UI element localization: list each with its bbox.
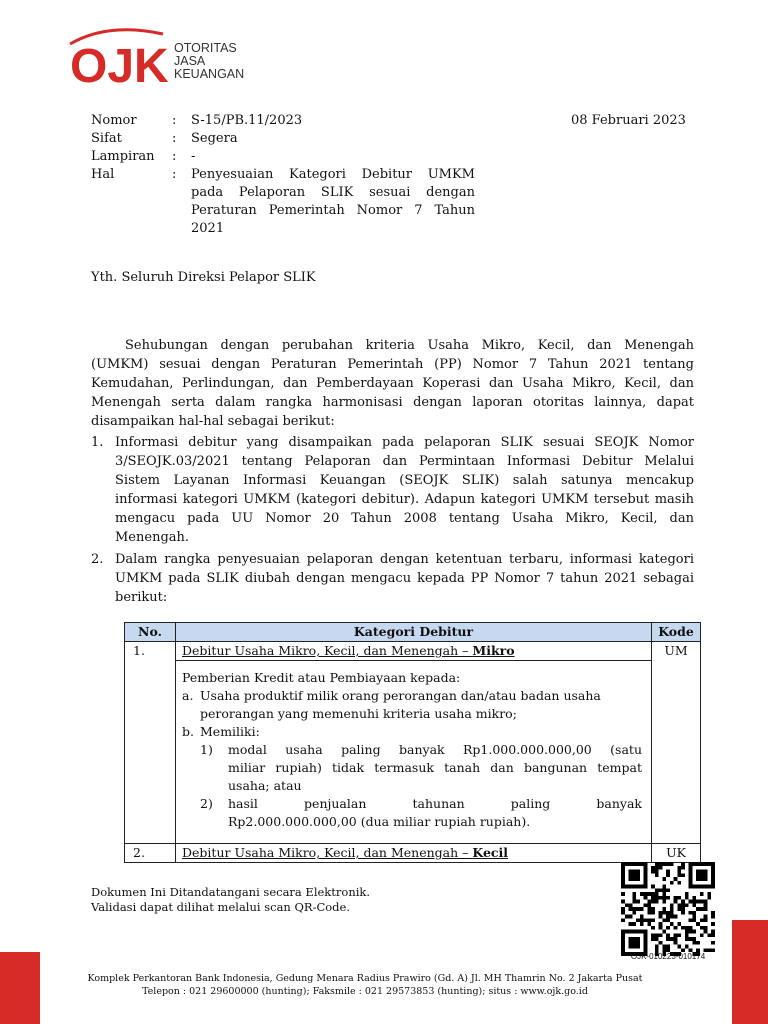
row-title-text — [182, 643, 515, 658]
letter-date: 08 Februari 2023 — [571, 113, 686, 128]
point-number: 1. — [91, 435, 104, 450]
detail-b-text: Memiliki: — [200, 724, 260, 739]
qr-code[interactable] — [621, 862, 715, 956]
table-row — [125, 642, 701, 661]
sifat-label: Sifat — [91, 131, 122, 146]
row-title-prefix: Debitur Usaha Mikro, Kecil, dan Menengah – — [182, 845, 473, 860]
signature-note-line: Dokumen Ini Ditandatangani secara Elektronik. — [91, 885, 371, 899]
intro-line: Sehubungan dengan perubahan kriteria Usaha Mikro, Kecil, dan Menengah — [125, 338, 694, 353]
table-header-row — [125, 623, 701, 642]
logo-mark-text: OJK — [70, 40, 169, 90]
hal-label: Hal — [91, 167, 115, 182]
detail-a-line: Usaha produktif milik orang perorangan dan/atau badan usaha — [200, 688, 601, 703]
signature-note-line: Validasi dapat dilihat melalui scan QR-Code. — [91, 900, 351, 914]
ojk-logo — [68, 20, 268, 90]
detail-b2-line: Rp2.000.000.000,00 (dua miliar rupiah rupiah). — [228, 814, 531, 829]
footer-contact: Telepon : 021 29600000 (hunting); Faksmile : 021 29573853 (hunting); situs : www.ojk.go.id — [142, 986, 588, 997]
detail-b1-label: 1) — [200, 742, 213, 757]
hal-line: Peraturan Pemerintah Nomor 7 Tahun — [191, 203, 475, 218]
nomor-label: Nomor — [91, 113, 137, 128]
detail-b1-line: usaha; atau — [228, 778, 302, 793]
row-title — [176, 642, 652, 661]
hal-line: pada Pelaporan SLIK sesuai dengan — [191, 185, 475, 200]
point-line: Menengah. — [115, 530, 190, 545]
kategori-debitur-table — [124, 622, 701, 863]
row-detail — [176, 661, 652, 844]
row-kode: UK — [652, 844, 701, 863]
point-number: 2. — [91, 552, 104, 567]
detail-b-label: b. — [182, 724, 194, 739]
row-title-prefix: Debitur Usaha Mikro, Kecil, dan Menengah – — [182, 643, 473, 658]
col-header-kode: Kode — [652, 623, 701, 642]
sifat-separator: : — [172, 131, 177, 146]
detail-b2-line: hasil penjualan tahunan paling banyak — [228, 796, 642, 811]
logo-name-line1: OTORITAS — [174, 41, 237, 55]
decorative-red-bar-right — [732, 920, 768, 1024]
point-line: Informasi debitur yang disampaikan pada pelaporan SLIK sesuai SEOJK Nomor — [115, 435, 694, 450]
logo-name-line3: KEUANGAN — [174, 67, 245, 81]
point-line: UMKM pada SLIK diubah dengan mengacu kepada PP Nomor 7 tahun 2021 sebagai — [115, 571, 694, 586]
sifat-value: Segera — [191, 131, 238, 146]
row-no: 1. — [125, 642, 176, 844]
qr-code-id: OJK-010223-010174 — [630, 952, 706, 961]
hal-line: 2021 — [191, 221, 225, 236]
qr-code-image — [621, 862, 715, 956]
point-line: mengacu pada UU Nomor 20 Tahun 2008 tentang Usaha Mikro, Kecil, dan — [115, 511, 694, 526]
table-row — [125, 844, 701, 863]
row-no: 2. — [125, 844, 176, 863]
row-title-bold: Mikro — [472, 643, 515, 658]
intro-line: disampaikan hal-hal sebagai berikut: — [91, 414, 335, 429]
lampiran-label: Lampiran — [91, 149, 155, 164]
row-title — [176, 844, 652, 863]
detail-a-line: perorangan yang memenuhi kriteria usaha mikro; — [200, 706, 517, 721]
row-title-text — [182, 845, 508, 860]
point-line: informasi kategori UMKM (kategori debitur). Adapun kategori UMKM tersebut masih — [115, 492, 694, 507]
detail-b2-label: 2) — [200, 796, 213, 811]
intro-line: Kemudahan, Perlindungan, dan Pemberdayaan Koperasi dan Usaha Mikro, Kecil, dan — [91, 376, 694, 391]
nomor-value: S-15/PB.11/2023 — [191, 113, 303, 128]
footer-address: Komplek Perkantoran Bank Indonesia, Gedung Menara Radius Prawiro (Gd. A) Jl. MH Thamrin No. 2 Jakarta Pusat — [87, 973, 643, 984]
detail-b1-line: modal usaha paling banyak Rp1.000.000.000,00 (satu — [228, 742, 642, 757]
col-header-kategori: Kategori Debitur — [176, 623, 652, 642]
row-title-bold: Kecil — [472, 845, 509, 860]
detail-a-label: a. — [182, 688, 194, 703]
nomor-separator: : — [172, 113, 177, 128]
point-line: 3/SEOJK.03/2021 tentang Pelaporan dan Permintaan Informasi Debitur Melalui — [115, 454, 694, 469]
point-line: Sistem Layanan Informasi Keuangan (SEOJK SLIK) salah satunya mencakup — [115, 473, 694, 488]
point-line: Dalam rangka penyesuaian pelaporan dengan ketentuan terbaru, informasi kategori — [115, 552, 694, 567]
logo-name-line2: JASA — [174, 54, 206, 68]
detail-intro: Pemberian Kredit atau Pembiayaan kepada: — [182, 670, 461, 685]
hal-line: Penyesuaian Kategori Debitur UMKM — [191, 167, 475, 182]
recipient: Yth. Seluruh Direksi Pelapor SLIK — [91, 270, 316, 285]
lampiran-separator: : — [172, 149, 177, 164]
table-row-detail — [125, 661, 701, 844]
intro-line: Menengah serta dalam rangka harmonisasi dengan laporan otoritas lainnya, dapat — [91, 395, 694, 410]
detail-b1-line: miliar rupiah) tidak termasuk tanah dan bangunan tempat — [228, 760, 642, 775]
col-header-no: No. — [125, 623, 176, 642]
row-kode: UM — [652, 642, 701, 844]
hal-separator: : — [172, 167, 177, 182]
intro-line: (UMKM) sesuai dengan Peraturan Pemerintah (PP) Nomor 7 Tahun 2021 tentang — [91, 357, 694, 372]
point-line: berikut: — [115, 590, 168, 605]
lampiran-value: - — [191, 149, 196, 164]
